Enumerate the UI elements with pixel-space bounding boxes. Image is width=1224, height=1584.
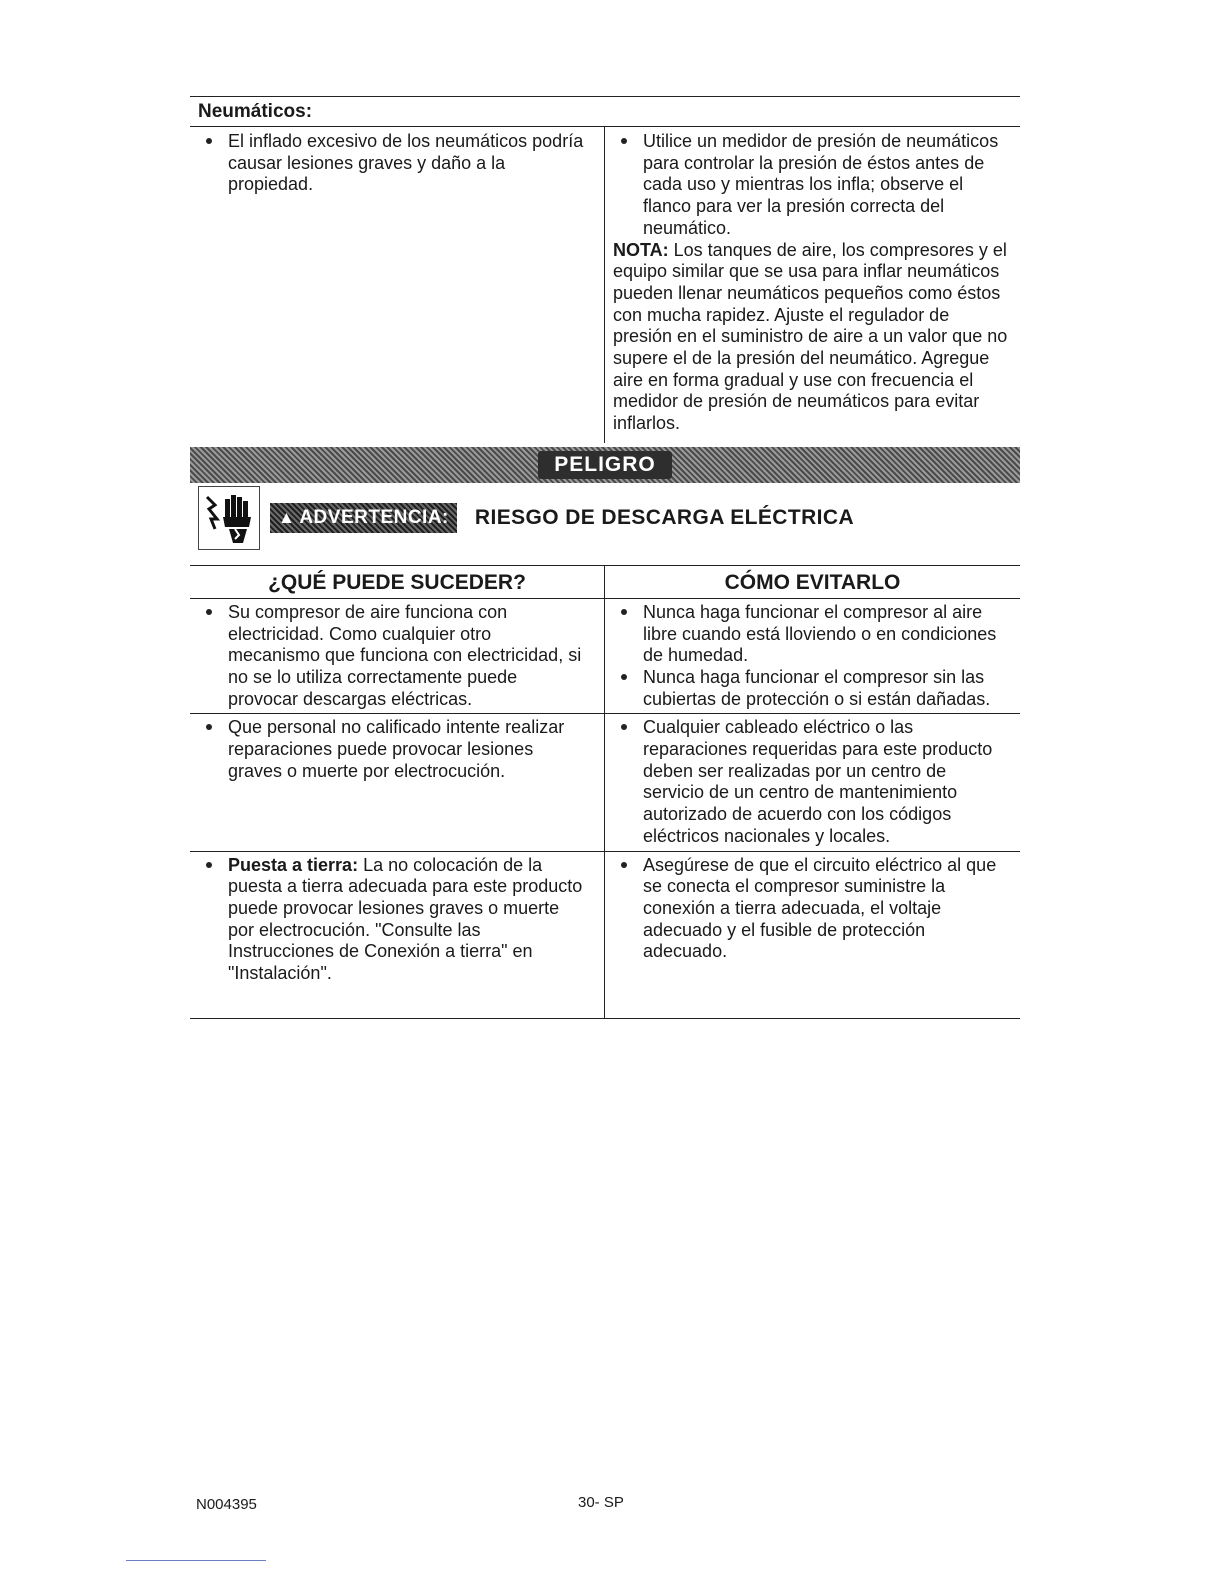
warning-title: RIESGO DE DESCARGA ELÉCTRICA xyxy=(474,505,855,529)
hazard-cell xyxy=(190,852,605,1018)
hazard-bullet: Su compresor de aire funciona con electricidad. Como cualquier otro mecanismo que funciona con electricidad, si no se lo utiliza correctamente puede provocar descargas eléctricas. xyxy=(198,602,586,711)
document-number: N004395 xyxy=(196,1496,257,1513)
table-row xyxy=(190,599,1020,715)
note-label: NOTA: xyxy=(613,239,669,260)
warning-badge xyxy=(270,503,457,533)
hazard-bullet: Que personal no calificado intente realizar reparaciones puede provocar lesiones graves o muerte por electrocución. xyxy=(198,717,586,782)
header-how-to-prevent: CÓMO EVITARLO xyxy=(724,570,901,594)
page-number: 30- SP xyxy=(578,1494,624,1511)
tires-prevention-bullet: Utilice un medidor de presión de neumáticos para controlar la presión de éstos antes de cada uso y mientras los infla; observe el flanco para ver la presión correcta del neumático. xyxy=(613,131,1012,240)
prevention-cell xyxy=(605,714,1020,850)
footer-divider xyxy=(126,1560,266,1561)
prevention-bullet: Nunca haga funcionar el compresor al aire libre cuando está lloviendo o en condiciones de humedad. xyxy=(613,602,1012,667)
hazard-table-header xyxy=(190,565,1020,599)
warning-badge-label: ADVERTENCIA: xyxy=(299,506,449,528)
prevention-bullet: Nunca haga funcionar el compresor sin las cubiertas de protección o si están dañadas. xyxy=(613,667,1012,710)
warning-triangle-icon: ▲ xyxy=(278,507,296,527)
tires-hazard-column xyxy=(190,127,605,443)
prevention-cell xyxy=(605,852,1020,1018)
tires-note xyxy=(613,240,1012,435)
grounding-text: La no colocación de la puesta a tierra adecuada para este producto puede provocar lesiones graves o muerte por electrocución. "Consulte las Instrucciones de Conexión a tierra" en "Instalación". xyxy=(228,854,583,984)
header-what-can-happen: ¿QUÉ PUEDE SUCEDER? xyxy=(190,566,605,598)
prevention-bullet: Cualquier cableado eléctrico o las reparaciones requeridas para este producto deben ser realizadas por un centro de servicio de un centro de mantenimiento autorizado de acuerdo con los códigos eléctricos nacionales y locales. xyxy=(613,717,1012,847)
hazard-bullet xyxy=(198,855,586,985)
tires-section xyxy=(190,127,1020,443)
warning-header xyxy=(198,483,1020,553)
prevention-cell xyxy=(605,599,1020,714)
electric-shock-icon xyxy=(198,486,260,550)
table-row xyxy=(190,852,1020,1019)
table-row xyxy=(190,714,1020,851)
grounding-label: Puesta a tierra: xyxy=(228,854,359,875)
tires-section-title: Neumáticos: xyxy=(198,101,313,122)
manual-page xyxy=(190,96,1020,1019)
note-text: Los tanques de aire, los compresores y el equipo similar que se usa para inflar neumáticos pueden llenar neumáticos pequeños como éstos con mucha rapidez. Ajuste el regulador de presión en el suministro de aire a un valor que no supere el de la presión del neumático. Agregue aire en forma gradual y use con frecuencia el medidor de presión de neumáticos para evitar inflarlos. xyxy=(613,239,1008,434)
tires-prevention-column xyxy=(605,127,1020,443)
hazard-cell xyxy=(190,599,605,714)
hazard-cell xyxy=(190,714,605,850)
danger-banner-label: PELIGRO xyxy=(538,451,672,479)
danger-banner xyxy=(190,447,1020,483)
prevention-bullet: Asegúrese de que el circuito eléctrico al que se conecta el compresor suministre la conexión a tierra adecuada, el voltaje adecuado y el fusible de protección adecuado. xyxy=(613,855,1012,964)
tires-hazard-bullet: El inflado excesivo de los neumáticos podría causar lesiones graves y daño a la propiedad. xyxy=(198,131,586,196)
